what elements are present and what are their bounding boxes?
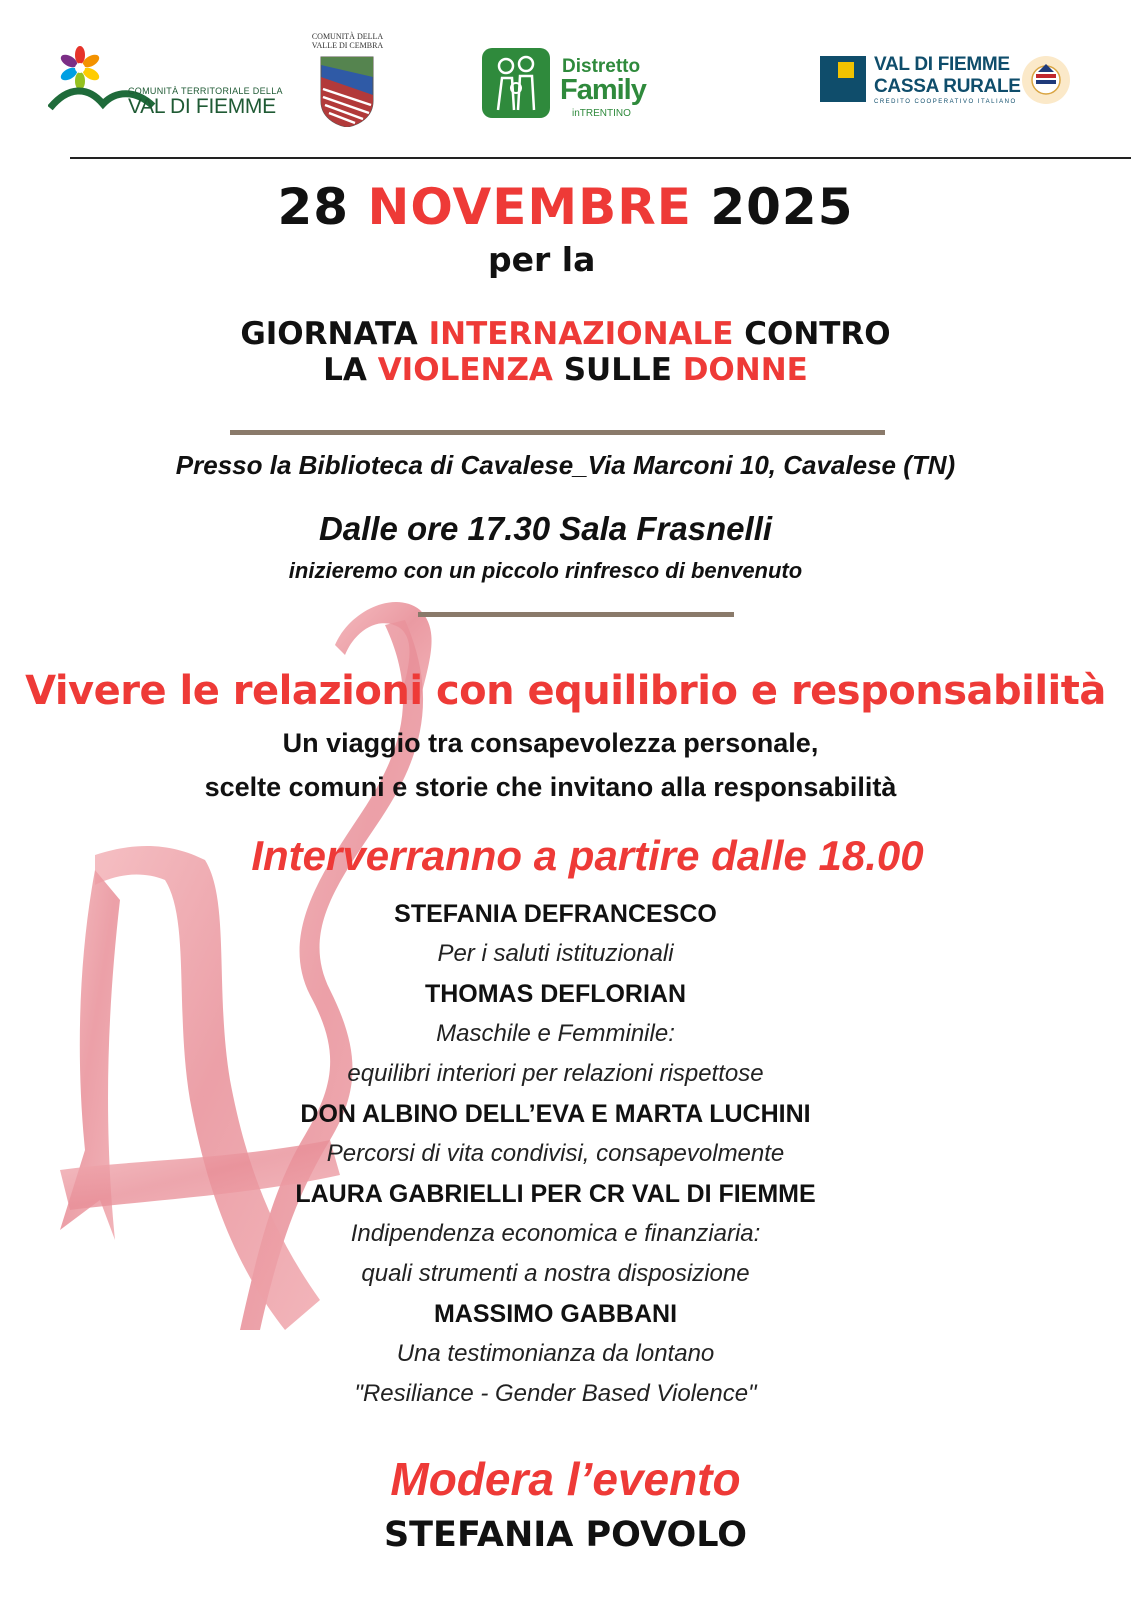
logo-cembra-text: COMUNITÀ DELLA VALLE DI CEMBRA bbox=[311, 32, 384, 50]
logo-fiemme-big-text: VAL DI FIEMME bbox=[128, 95, 276, 118]
distretto-line1: Distretto bbox=[562, 56, 641, 77]
logo-fiemme-small-text: COMUNITÀ TERRITORIALE DELLA bbox=[128, 86, 283, 96]
speaker-5-desc-1: Una testimonianza da lontano bbox=[396, 1340, 715, 1367]
logo-comunita-fiemme bbox=[48, 46, 298, 118]
event-date bbox=[0, 178, 1131, 236]
distretto-line3: inTRENTINO bbox=[572, 108, 631, 119]
cassa-line1: VAL DI FIEMME bbox=[874, 54, 1010, 75]
speaker-2-desc-1: Maschile e Femminile: bbox=[436, 1020, 675, 1047]
speakers-heading: Interverranno a partire dalle 18.00 bbox=[251, 832, 924, 879]
title-w4: LA bbox=[323, 352, 367, 388]
subline-2: scelte comuni e storie che invitano alla responsabilità bbox=[204, 772, 897, 802]
speaker-3-name: DON ALBINO DELL’EVA E MARTA LUCHINI bbox=[300, 1100, 811, 1128]
cassa-line2: CASSA RURALE bbox=[874, 76, 1021, 97]
headline: Vivere le relazioni con equilibrio e responsabilità bbox=[25, 668, 1106, 714]
speakers-list bbox=[30, 900, 1081, 1420]
header-divider bbox=[70, 157, 1131, 159]
title-line2 bbox=[0, 352, 1131, 388]
speaker-4-desc-2: quali strumenti a nostra disposizione bbox=[361, 1260, 750, 1287]
speaker-4-name: LAURA GABRIELLI PER CR VAL DI FIEMME bbox=[295, 1180, 816, 1208]
title-w7: DONNE bbox=[682, 352, 808, 388]
subline-1: Un viaggio tra consapevolezza personale, bbox=[282, 728, 819, 758]
title-w6: SULLE bbox=[563, 352, 672, 388]
logo-comunita-cembra bbox=[305, 30, 390, 132]
per-la-text: per la bbox=[488, 240, 596, 279]
speaker-2-desc-2: equilibri interiori per relazioni rispettose bbox=[347, 1060, 764, 1087]
cassa-square-icon bbox=[820, 56, 866, 102]
date-day: 28 bbox=[277, 178, 350, 236]
title-w1: GIORNATA bbox=[240, 316, 418, 352]
bcc-emblem-icon bbox=[1020, 54, 1072, 106]
cassa-line3: CREDITO COOPERATIVO ITALIANO bbox=[874, 99, 1017, 105]
welcome-text: inizieremo con un piccolo rinfresco di benvenuto bbox=[288, 558, 803, 583]
moderator-heading: Modera l’evento bbox=[390, 1453, 741, 1505]
logo-cassa-rurale bbox=[820, 54, 1080, 110]
speaker-1-name: STEFANIA DEFRANCESCO bbox=[394, 900, 717, 928]
distretto-line2: Family bbox=[560, 74, 646, 106]
date-year: 2025 bbox=[710, 178, 854, 236]
title-w5: VIOLENZA bbox=[377, 352, 553, 388]
moderator-name: STEFANIA POVOLO bbox=[383, 1515, 748, 1555]
logo-distretto-family bbox=[482, 46, 652, 122]
location-text: Presso la Biblioteca di Cavalese_Via Marconi 10, Cavalese (TN) bbox=[175, 450, 956, 480]
family-logo-icon bbox=[482, 48, 550, 118]
speaker-3-desc: Percorsi di vita condivisi, consapevolmente bbox=[326, 1140, 785, 1167]
date-month: NOVEMBRE bbox=[367, 178, 692, 236]
shield-logo-icon bbox=[319, 55, 375, 127]
speaker-1-desc: Per i saluti istituzionali bbox=[437, 940, 674, 967]
divider-upper bbox=[230, 430, 885, 435]
speaker-5-name: MASSIMO GABBANI bbox=[433, 1300, 678, 1328]
time-room-text: Dalle ore 17.30 Sala Frasnelli bbox=[318, 510, 773, 547]
title-w3: CONTRO bbox=[744, 316, 891, 352]
speaker-2-name: THOMAS DEFLORIAN bbox=[424, 980, 687, 1008]
divider-lower bbox=[418, 612, 734, 617]
speaker-5-desc-2: "Resiliance - Gender Based Violence" bbox=[354, 1380, 757, 1407]
speaker-4-desc-1: Indipendenza economica e finanziaria: bbox=[350, 1220, 761, 1247]
title-w2: INTERNAZIONALE bbox=[428, 316, 734, 352]
title-line1 bbox=[0, 316, 1131, 352]
